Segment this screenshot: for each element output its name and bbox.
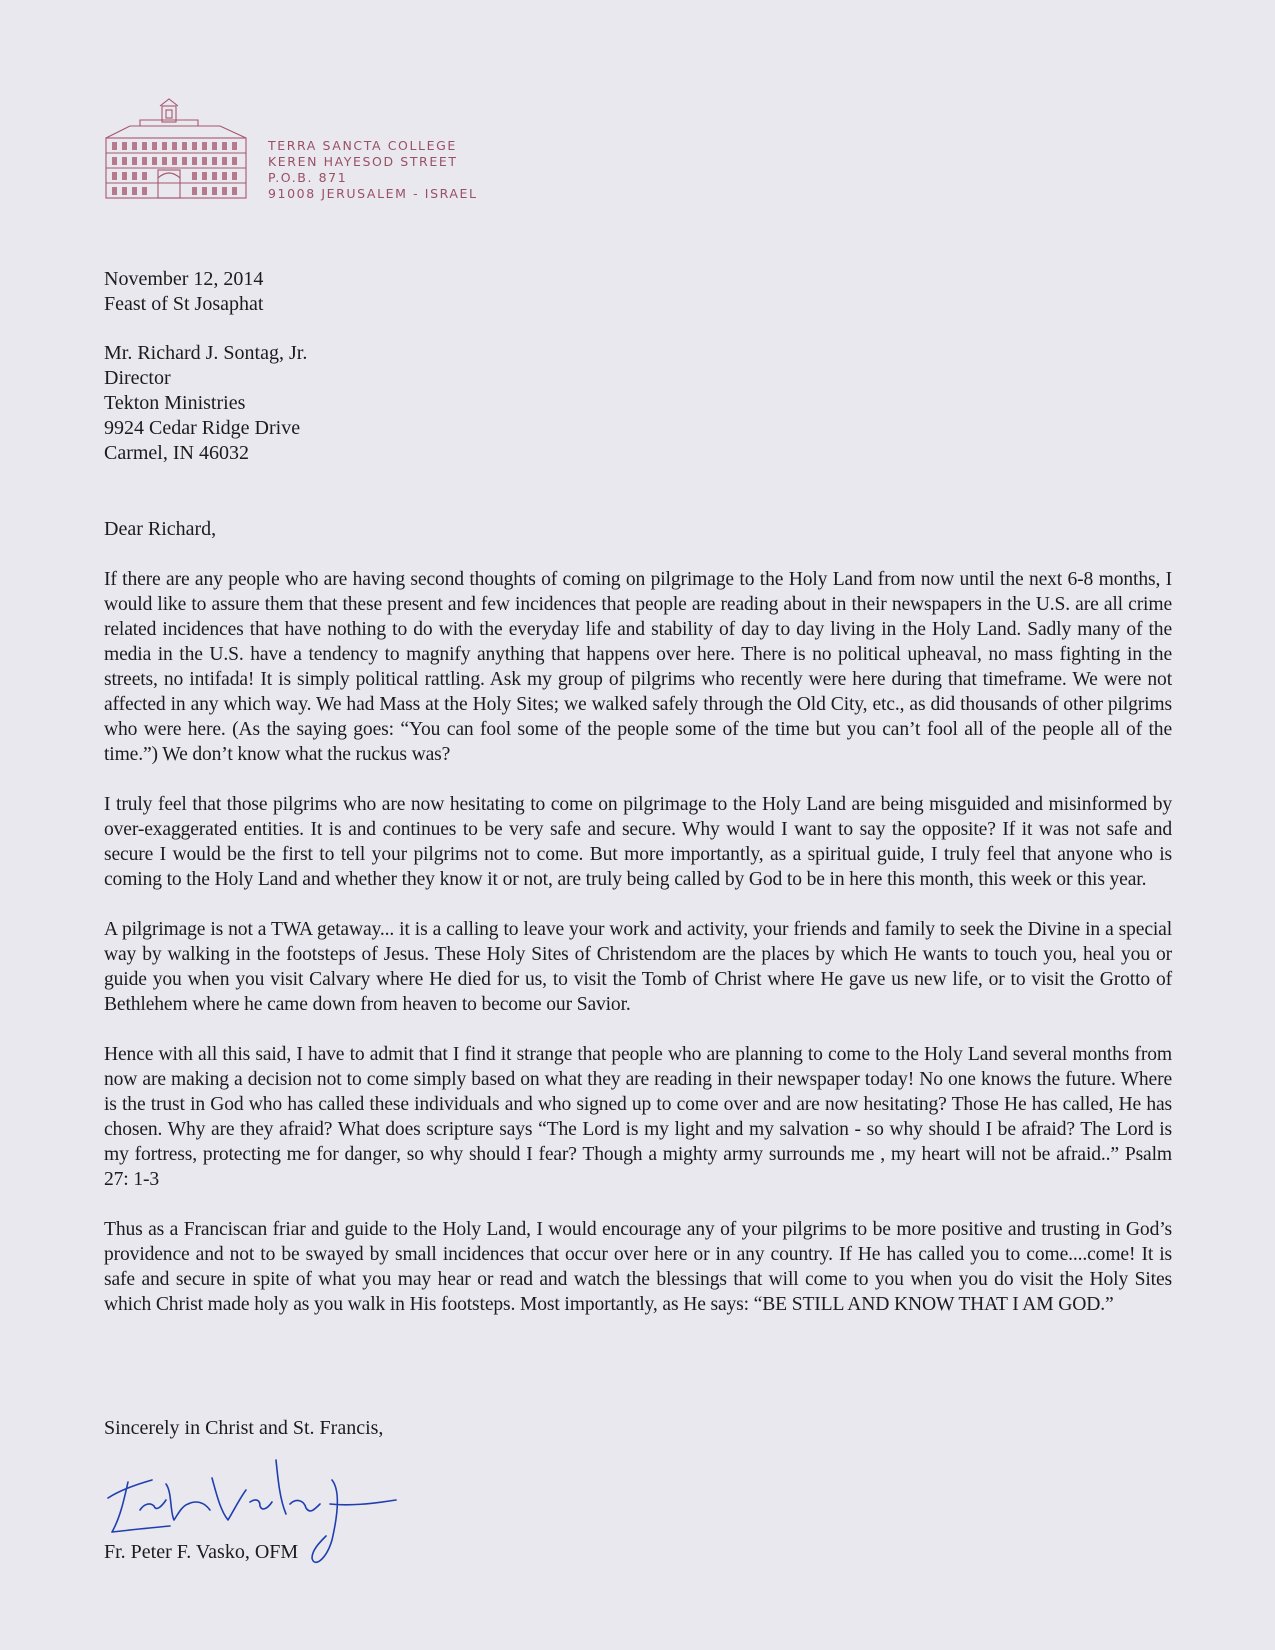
letterhead — [100, 98, 480, 208]
letterhead-line: KEREN HAYESOD STREET — [268, 154, 458, 169]
letter-feast: Feast of St Josaphat — [104, 293, 264, 315]
recipient-name: Mr. Richard J. Sontag, Jr. — [104, 342, 308, 364]
body-paragraph: A pilgrimage is not a TWA getaway... it is a calling to leave your work and activity, your friends and family to seek the Divine in a special way by walking in the footsteps of Jesus. These Holy Sites of Christendom are the places by which He wants to touch you, heal you or guide you when you visit Calvary where He died for us, to visit the Tomb of Christ where He gave us new life, or to visit the Grotto of Bethlehem where he came down from heaven to become our Savior. — [104, 919, 1172, 1015]
recipient-street: 9924 Cedar Ridge Drive — [104, 417, 301, 439]
closing: Sincerely in Christ and St. Francis, — [104, 1417, 384, 1439]
body-paragraph: Hence with all this said, I have to admit that I find it strange that people who are planning to come to the Holy Land several months from now are making a decision not to come simply based on what they are reading in their newspaper today! No one knows the future. Where is the trust in God who has called these individuals and who signed up to come over and are now hesitating? Those He has called, He has chosen. Why are they afraid? What does scripture says “The Lord is my light and my salvation - so why should I be afraid? The Lord is my fortress, protecting me for danger, so why should I fear? Though a mighty army surrounds me , my heart will not be afraid..” Psalm 27: 1-3 — [104, 1044, 1172, 1190]
recipient-city: Carmel, IN 46032 — [104, 442, 249, 464]
body-paragraph: Thus as a Franciscan friar and guide to the Holy Land, I would encourage any of your pilgrims to be more positive and trusting in God’s providence and not to be swayed by small incidences that occur over here or in any country. If He has called you to come....come! It is safe and secure in spite of what you may hear or read and watch the blessings that will come to you when you do visit the Holy Sites which Christ made holy as you walk in His footsteps. Most importantly, as He says: “BE STILL AND KNOW THAT I AM GOD.” — [104, 1219, 1172, 1315]
recipient-address — [104, 341, 307, 466]
letterhead-address — [268, 138, 478, 202]
letterhead-line: TERRA SANCTA COLLEGE — [268, 138, 457, 153]
recipient-title: Director — [104, 367, 171, 389]
date-block — [104, 267, 263, 317]
letter-date: November 12, 2014 — [104, 268, 264, 290]
letterhead-line: P.O.B. 871 — [268, 170, 348, 185]
body-paragraph: If there are any people who are having second thoughts of coming on pilgrimage to the Holy Land from now until the next 6-8 months, I would like to assure them that these present and few incidences that people are reading about in their newspapers in the U.S. are all crime related incidences that have nothing to do with the everyday life and stability of day to day living in the Holy Land. Sadly many of the media in the U.S. have a tendency to magnify anything that happens over here. There is no political upheaval, no mass fighting in the streets, no intifada! It is simply political rattling. Ask my group of pilgrims who recently were here during that timeframe. We were not affected in any which way. We had Mass at the Holy Sites; we walked safely through the Old City, etc., as did thousands of other pilgrims who were here. (As the saying goes: “You can fool some of the people some of the time but you can’t fool all of the people all of the time.”) We don’t know what the ruckus was? — [104, 569, 1172, 765]
recipient-organization: Tekton Ministries — [104, 392, 246, 414]
letterhead-line: 91008 JERUSALEM - ISRAEL — [268, 186, 478, 201]
salutation: Dear Richard, — [104, 518, 217, 540]
body-paragraph: I truly feel that those pilgrims who are now hesitating to come on pilgrimage to the Holy Land are being misguided and misinformed by over-exaggerated entities. It is and continues to be very safe and secure. Why would I want to say the opposite? If it was not safe and secure I would be the first to tell your pilgrims not to come. But more importantly, as a spiritual guide, I truly feel that anyone who is coming to the Holy Land and whether they know it or not, are truly being called by God to be in here this month, this week or this year. — [104, 794, 1172, 890]
building-illustration-icon — [100, 98, 250, 202]
letter-body — [104, 567, 1172, 1342]
signer-name: Fr. Peter F. Vasko, OFM — [104, 1541, 299, 1563]
